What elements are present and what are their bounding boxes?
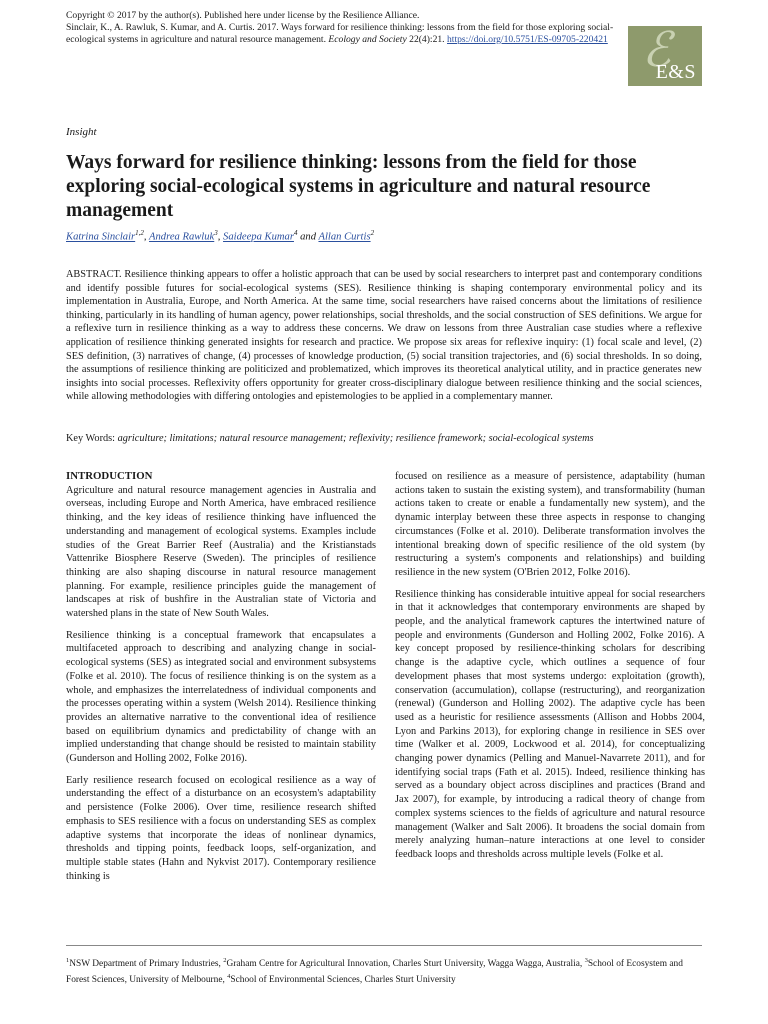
keywords-label: Key Words: bbox=[66, 433, 116, 444]
citation-header bbox=[66, 10, 626, 46]
author-affiliation: 1,2 bbox=[135, 229, 144, 237]
author-link[interactable]: Saideepa Kumar bbox=[223, 231, 294, 243]
footnote-number: 4 bbox=[227, 972, 231, 980]
keywords bbox=[66, 432, 702, 445]
body-paragraph: Resilience thinking has considerable intuitive appeal for social researchers in that it acknowledges that contemporary environments are shaped by people, and the analytical framework captures the intertwined nature of people and environments (Gunderson and Holling 2002, Folke 2016). A key concept proposed by resilience-thinking scholars for describing change is the adaptive cycle, which outlines a sequence of four development phases that most systems undergo: exploitation (growth), conservation (accumulation), collapse (restructuring), and reorganization (renewal) (Gunderson and Holling 2002). The adaptive cycle has been used as a heuristic for resilience assessments (Allison and Hobbs 2004, Lyon and Parkins 2013), for exploring change in resilience in SES over time (Walker et al. 2009, Lockwood et al. 2014), for conceptualizing changing power dynamics (Pelling and Manuel-Navarrete 2011), and for identifying social traps (Fath et al. 2015). Indeed, resilience thinking has served as a boundary object across disciplines and practices (Brand and Jax 2007), for example, by introducing a radical theory of change from complex systems sciences to the fields of agriculture and natural resource management (Walker and Salt 2006). It broadens the social domain from merely analyzing human–nature interactions at one level to consider feedback loops and thresholds across multiple levels (Folke et al. bbox=[395, 588, 705, 860]
doi-link[interactable]: https://doi.org/10.5751/ES-09705-220421 bbox=[447, 34, 608, 45]
author-link[interactable]: Allan Curtis bbox=[318, 231, 371, 243]
author-list bbox=[66, 229, 374, 243]
footnote-number: 1 bbox=[66, 957, 70, 964]
body-paragraph: Agriculture and natural resource management agencies in Australia and overseas, including Europe and North America, have embraced resilience thinking, and the key ideas of resilience thinking have influenced the understanding and management of ecological systems. Examples include studies of the Great Barrier Reef (Australia) and the Kristianstads Vattenrike Biosphere Reserve (Sweden). The principles of resilience thinking are also shaping discourse in natural resource management planning. For example, resilience principles guide the management of landscapes at risk of bushfire in the Australian state of Victoria and watershed plans in the state of New South Wales. bbox=[66, 484, 376, 620]
abstract: ABSTRACT. Resilience thinking appears to offer a holistic approach that can be used by social researchers to interpret past and contemporary conditions and identify possible futures for social-ecological systems (SES). Resilience thinking is shaping contemporary environmental policy and its implementation in Australia, Europe, and North America. At the same time, social researchers have raised concerns about the limitations of resilience thinking, particularly in its handling of human agency, power relationships, social thresholds, and the social construction of SES definitions. We argue for a reflexive turn in resilience thinking as a way to address these concerns. We draw on lessons from three Australian case studies where a reflexive application of resilience thinking generated insights for research and practice. We propose six areas for reflexive inquiry: (1) focal scale and level, (2) SES definition, (3) narratives of change, (4) processes of knowledge production, (5) social transition trajectories, and (6) social thresholds. In so doing, the assumptions of resilience thinking are politicized and problematized, which improves its theoretical analytical utility, and in practice generates new insights into social processes. Reflexivity offers opportunity for greater cross-disciplinary dialogue between resilience thinking and the social sciences, while allowing methodologies with differing ontologies and epistemologies to be applied in a complementary manner. bbox=[66, 269, 702, 403]
affiliation-footnotes bbox=[66, 955, 706, 986]
footnote-text: Graham Centre for Agricultural Innovation, Charles Sturt University, Wagga Wagga, Australia, bbox=[226, 959, 585, 970]
footnote-number: 2 bbox=[223, 957, 227, 964]
footnote-text: NSW Department of Primary Industries, bbox=[69, 959, 224, 970]
author-and: and bbox=[297, 231, 319, 243]
keywords-list: agriculture; limitations; natural resource management; reflexivity; resilience framework; social-ecological systems bbox=[117, 433, 594, 444]
author-link[interactable]: Andrea Rawluk bbox=[149, 231, 215, 243]
body-paragraph: Early resilience research focused on ecological resilience as a way of understanding the effect of a disturbance on an ecosystem's adaptability and persistence (Folke 2006). Over time, resilience research shifted emphasis to SES resilience with a focus on understanding SES as complex adaptive systems that incorporate the ideas of nonlinear dynamics, thresholds and tipping points, feedback loops, self-organization, and multiple stable states (Hahn and Nykvist 2017). Contemporary resilience thinking is bbox=[66, 774, 376, 882]
journal-volume: 22(4):21. bbox=[409, 34, 445, 45]
body-paragraph: Resilience thinking is a conceptual framework that encapsulates a multifaceted approach to describing and analyzing change in social-ecological systems (SES) as integrated social and environment subsystems (Folke et al. 2010). The focus of resilience thinking is on the system as a whole, and emphasizes the interrelatedness of individual components and the processes operating within a system (Welsh 2014). Resilience thinking provides an alternative narrative to the conventional idea of resilience based on equilibrium dynamics and predictability of change with an implied understanding that change should be resisted to maintain stability (Gunderson and Holling 2002, Folke 2016). bbox=[66, 629, 376, 765]
author-affiliation: 2 bbox=[370, 229, 375, 237]
copyright-line: Copyright © 2017 by the author(s). Published here under license by the Resilience Alliance. bbox=[66, 10, 420, 21]
author-separator: , bbox=[143, 231, 150, 243]
article-title: Ways forward for resilience thinking: lessons from the field for those exploring social-ecological systems in agriculture and natural resource management bbox=[66, 152, 651, 221]
journal-name: Ecology and Society bbox=[328, 34, 407, 45]
logo-mark: ℰ bbox=[642, 22, 672, 78]
body-column-right bbox=[395, 470, 705, 870]
author-affiliation: 4 bbox=[293, 229, 298, 237]
footnote-divider bbox=[66, 945, 702, 946]
journal-logo bbox=[628, 22, 702, 86]
body-paragraph: focused on resilience as a measure of persistence, adaptability (human actions taken to sustain the existing system), and transformability (human actions taken to create or enable a fundamentally new system), and the dynamic interplay between these three aspects in response to changing circumstances (Folke et al. 2010). Deliberate transformation involves the intentional breaking down of specific resilience of the old system (by restructuring a system's components and relationships) and building resilience in the new system (O'Brien 2012, Folke 2016). bbox=[395, 471, 705, 578]
footnote-number: 3 bbox=[584, 957, 588, 964]
author-link[interactable]: Katrina Sinclair bbox=[66, 231, 136, 243]
citation-prefix: Sinclair, K., A. Rawluk, S. Kumar, and A. Curtis. 2017. Ways forward for resilience thinking: lessons from the field for those exploring social-ecological systems in agriculture and natural resource management. bbox=[66, 22, 614, 45]
author-separator: , bbox=[217, 231, 224, 243]
author-affiliation: 3 bbox=[214, 229, 218, 237]
citation-text bbox=[66, 22, 626, 46]
body-column-left bbox=[66, 470, 376, 891]
logo-text: E&S bbox=[655, 61, 696, 83]
article-section-label: Insight bbox=[66, 126, 97, 138]
footnote-text: School of Ecosystem and Forest Sciences, University of Melbourne, bbox=[66, 959, 683, 985]
footnote-text: School of Environmental Sciences, Charles Sturt University bbox=[230, 974, 456, 985]
section-heading-introduction: INTRODUCTION bbox=[66, 470, 153, 482]
